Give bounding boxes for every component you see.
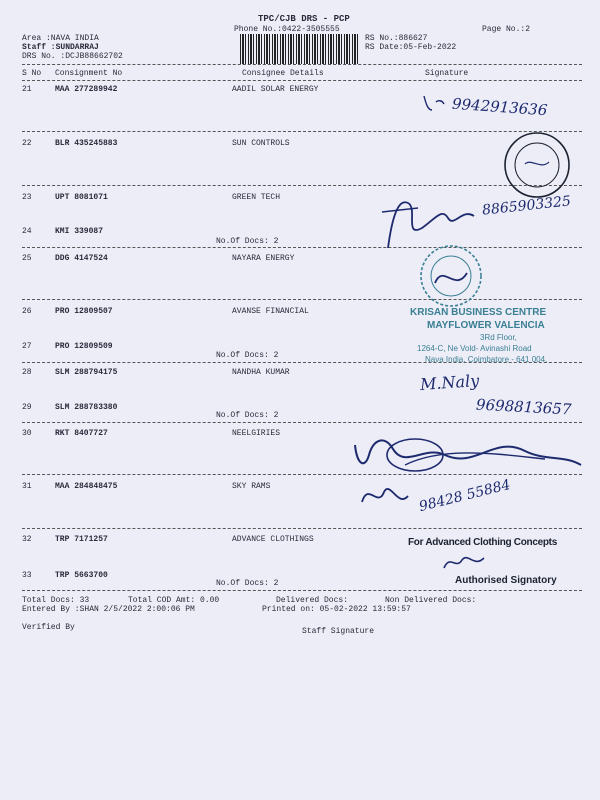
row-consignment: TRP 5663700	[55, 571, 108, 580]
no-of-docs: No.Of Docs: 2	[216, 579, 279, 588]
row-consignee: ADVANCE CLOTHINGS	[232, 535, 314, 544]
signature-scribble	[358, 478, 418, 514]
column-header-consignment: Consignment No	[55, 69, 123, 78]
row-consignment: BLR 435245883	[55, 139, 118, 148]
handwritten-phone: 98428 55884	[417, 476, 513, 516]
row-consignment: TRP 7171257	[55, 535, 108, 544]
area-label: Area :NAVA INDIA	[22, 34, 99, 43]
row-consignment: MAA 277289942	[55, 85, 118, 94]
rs-date: RS Date:05-Feb-2022	[365, 43, 457, 52]
non-delivered-docs: Non Delivered Docs:	[385, 596, 477, 605]
row-consignee: NEELGIRIES	[232, 429, 281, 438]
column-header-signature: Signature	[425, 69, 469, 78]
stamp-line: 3Rd Floor,	[480, 333, 517, 342]
row-sno: 31	[22, 482, 32, 491]
row-divider	[22, 299, 582, 300]
no-of-docs: No.Of Docs: 2	[216, 351, 279, 360]
row-sno: 30	[22, 429, 32, 438]
row-consignment: SLM 288794175	[55, 368, 118, 377]
row-consignment: SLM 288783380	[55, 403, 118, 412]
row-consignment: PRO 12809509	[55, 342, 113, 351]
row-sno: 21	[22, 85, 32, 94]
divider	[22, 64, 582, 65]
stamp-line: MAYFLOWER VALENCIA	[427, 320, 545, 331]
row-consignment: RKT 8407727	[55, 429, 108, 438]
row-consignee: AADIL SOLAR ENERGY	[232, 85, 319, 94]
handwritten-phone: 9698813657	[475, 395, 572, 419]
column-header-consignee: Consignee Details	[242, 69, 324, 78]
row-consignee: SUN CONTROLS	[232, 139, 290, 148]
divider	[22, 590, 582, 591]
row-consignee: NANDHA KUMAR	[232, 368, 290, 377]
handwritten-phone: 8865903325	[481, 193, 572, 219]
barcode	[240, 34, 358, 64]
row-sno: 29	[22, 403, 32, 412]
row-sno: 22	[22, 139, 32, 148]
phone-number: Phone No.:0422-3505555	[234, 25, 340, 34]
row-divider	[22, 528, 582, 529]
total-docs: Total Docs: 33	[22, 596, 90, 605]
signature-scribble	[440, 550, 490, 574]
stamp-line: 1264-C, Ne Vold- Avinashi Road	[417, 344, 532, 353]
row-sno: 26	[22, 307, 32, 316]
row-consignment: UPT 8081071	[55, 193, 108, 202]
row-sno: 32	[22, 535, 32, 544]
sheet-title: TPC/CJB DRS - PCP	[258, 14, 350, 24]
row-consignee: GREEN TECH	[232, 193, 281, 202]
entered-by: Entered By :SHAN 2/5/2022 2:00:06 PM	[22, 605, 195, 614]
row-sno: 24	[22, 227, 32, 236]
page-number: Page No.:2	[482, 25, 531, 34]
drs-number: DRS No. :DCJB88662702	[22, 52, 123, 61]
seal-nayara	[415, 243, 487, 309]
row-divider	[22, 247, 582, 248]
no-of-docs: No.Of Docs: 2	[216, 237, 279, 246]
row-sno: 27	[22, 342, 32, 351]
printed-on: Printed on: 05-02-2022 13:59:57	[262, 605, 411, 614]
row-sno: 25	[22, 254, 32, 263]
row-divider	[22, 422, 582, 423]
total-cod-amount: Total COD Amt: 0.00	[128, 596, 220, 605]
stamp-line: KRISAN BUSINESS CENTRE	[410, 307, 547, 318]
column-header-sno: S No	[22, 69, 42, 78]
delivered-docs: Delivered Docs:	[276, 596, 349, 605]
row-consignment: KMI 339087	[55, 227, 104, 236]
handwritten-phone: 9942913636	[451, 94, 548, 120]
staff-signature-label: Staff Signature	[302, 627, 375, 636]
row-consignment: DDG 4147524	[55, 254, 108, 263]
staff-label: Staff :SUNDARRAJ	[22, 43, 99, 52]
stamp-line: Authorised Signatory	[455, 575, 557, 586]
handwritten-name: M.Naly	[419, 370, 480, 395]
row-consignee: NAYARA ENERGY	[232, 254, 295, 263]
stamp-line: Nava India, Coimbatore - 641 004.	[425, 355, 548, 364]
no-of-docs: No.Of Docs: 2	[216, 411, 279, 420]
rs-number: RS No.:886627	[365, 34, 428, 43]
row-sno: 28	[22, 368, 32, 377]
row-sno: 23	[22, 193, 32, 202]
row-consignment: MAA 284848475	[55, 482, 118, 491]
verified-by: Verified By	[22, 623, 75, 632]
row-consignee: SKY RAMS	[232, 482, 271, 491]
row-consignee: AVANSE FINANCIAL	[232, 307, 309, 316]
row-sno: 33	[22, 571, 32, 580]
seal-sun-controls	[495, 130, 575, 200]
divider	[22, 80, 582, 81]
stamp-line: For Advanced Clothing Concepts	[408, 537, 557, 548]
signature-scribble	[345, 425, 585, 485]
row-consignment: PRO 12809507	[55, 307, 113, 316]
